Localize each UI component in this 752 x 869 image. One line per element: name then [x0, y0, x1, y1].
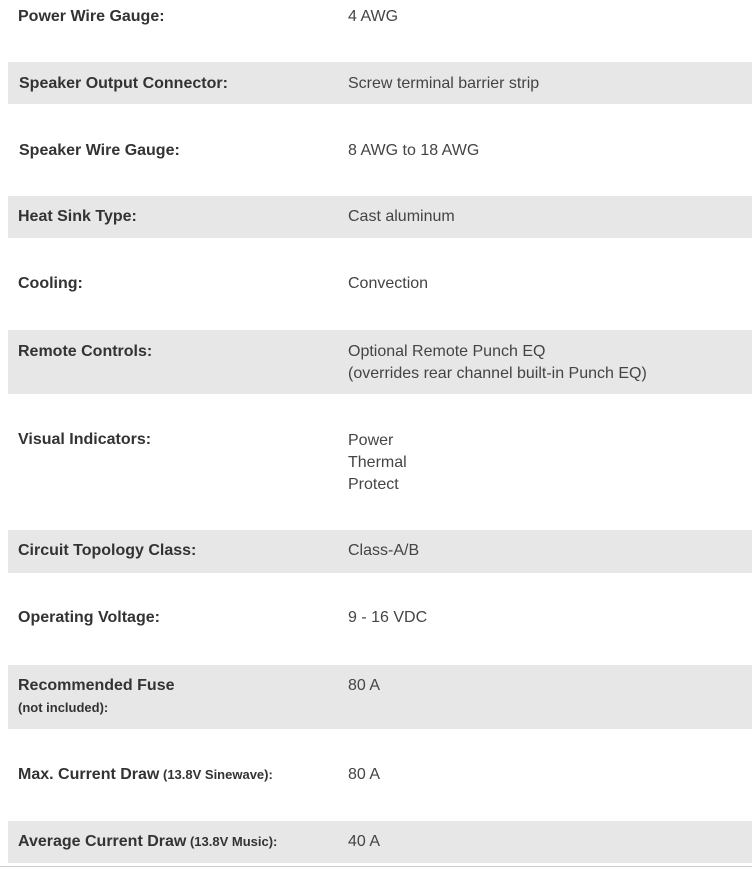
spec-label: Cooling:: [18, 275, 83, 292]
spec-label: Heat Sink Type:: [18, 208, 137, 225]
spec-label: Circuit Topology Class:: [18, 542, 197, 559]
spec-label: Remote Controls:: [18, 343, 153, 360]
spec-row-cooling: [8, 238, 752, 330]
spec-row-average-current-draw: [8, 821, 752, 863]
spec-value: 80 A: [348, 766, 381, 783]
spec-row-heat-sink-type: [8, 196, 752, 238]
spec-value: 80 A: [348, 677, 381, 694]
spec-value: Screw terminal barrier strip: [348, 75, 540, 92]
spec-value: Cast aluminum: [348, 208, 455, 225]
divider: [0, 866, 752, 867]
spec-row-recommended-fuse: [8, 665, 752, 729]
spec-label: Power Wire Gauge:: [18, 8, 165, 25]
spec-value: Optional Remote Punch EQ (overrides rear channel built-in Punch EQ): [348, 343, 647, 382]
spec-label: Speaker Wire Gauge:: [19, 142, 180, 159]
spec-row-power-wire-gauge: [8, 0, 752, 62]
spec-row-speaker-wire-gauge: [8, 104, 752, 196]
spec-label: Average Current Draw (13.8V Music):: [18, 833, 278, 850]
spec-row-max-current-draw: [8, 729, 752, 821]
spec-value: 40 A: [348, 833, 381, 850]
spec-value: Power Thermal Protect: [348, 432, 407, 493]
spec-label: Speaker Output Connector:: [19, 75, 228, 92]
spec-row-remote-controls: [8, 330, 752, 394]
spec-row-speaker-output-connector: [8, 62, 752, 104]
spec-label: Operating Voltage:: [18, 609, 160, 626]
spec-label: Max. Current Draw (13.8V Sinewave):: [18, 766, 273, 783]
spec-value: Convection: [348, 275, 429, 292]
spec-row-visual-indicators: [8, 394, 752, 530]
spec-row-circuit-topology-class: [8, 530, 752, 573]
spec-label: Visual Indicators:: [18, 431, 152, 448]
spec-value: 8 AWG to 18 AWG: [348, 142, 480, 159]
spec-value: 4 AWG: [348, 8, 399, 25]
spec-label: Recommended Fuse (not included):: [18, 677, 175, 715]
spec-value: 9 - 16 VDC: [348, 609, 428, 626]
spec-table: [8, 0, 752, 863]
spec-row-operating-voltage: [8, 573, 752, 665]
spec-value: Class-A/B: [348, 542, 420, 559]
